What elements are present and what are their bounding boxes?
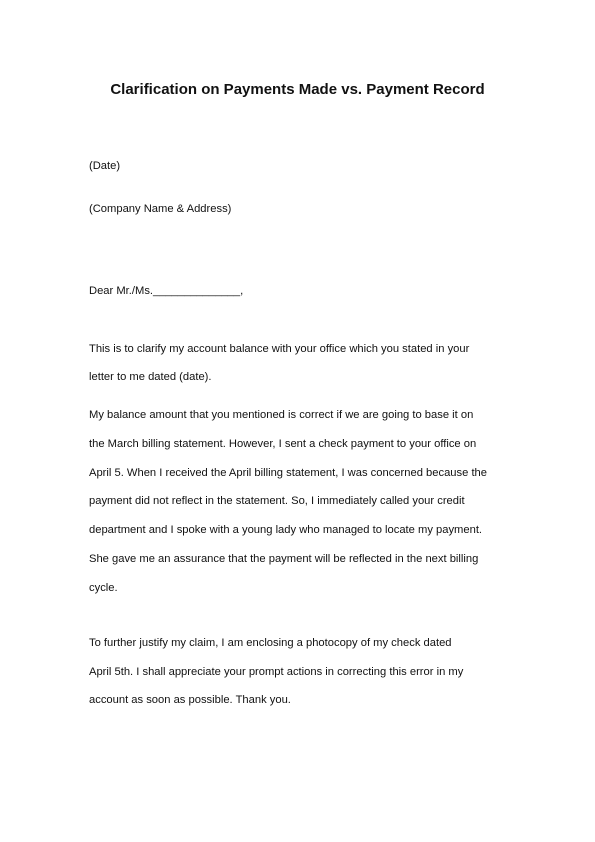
salutation: Dear Mr./Ms.______________, [89,285,244,297]
paragraph-2-line: She gave me an assurance that the payment will be reflected in the next billing [89,553,479,565]
paragraph-2-line: My balance amount that you mentioned is correct if we are going to base it on [89,409,474,421]
company-placeholder: (Company Name & Address) [89,203,232,215]
paragraph-2-line: cycle. [89,582,118,594]
paragraph-2-line: department and I spoke with a young lady who managed to locate my payment. [89,524,483,536]
paragraph-2-line: payment did not reflect in the statement. So, I immediately called your credit [89,495,465,507]
letter-title: Clarification on Payments Made vs. Payment Record [110,81,485,98]
paragraph-3-line: account as soon as possible. Thank you. [89,694,291,706]
paragraph-3-line: To further justify my claim, I am enclosing a photocopy of my check dated [89,637,452,649]
paragraph-2-line: the March billing statement. However, I sent a check payment to your office on [89,438,477,450]
date-placeholder: (Date) [89,160,121,172]
paragraph-1-line: letter to me dated (date). [89,371,212,383]
paragraph-1-line: This is to clarify my account balance with your office which you stated in your [89,343,470,355]
paragraph-3-line: April 5th. I shall appreciate your prompt actions in correcting this error in my [89,666,464,678]
paragraph-2-line: April 5. When I received the April billing statement, I was concerned because the [89,467,487,479]
